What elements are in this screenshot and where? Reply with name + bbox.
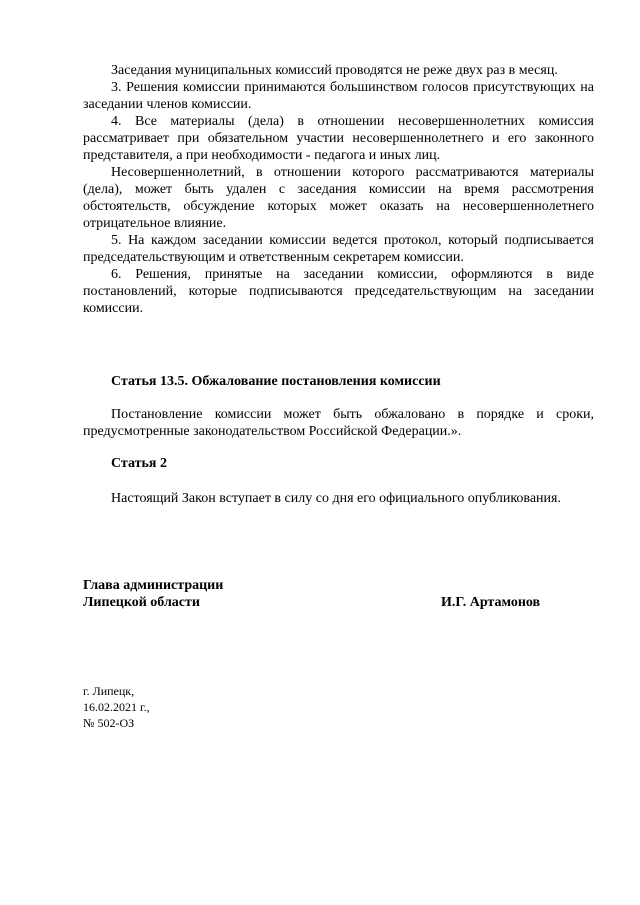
article-2-heading: Статья 2 <box>111 456 167 471</box>
paragraph-sessions: Заседания муниципальных комиссий проводятся не реже двух раз в месяц. <box>111 63 558 78</box>
article-13-5-body <box>83 406 594 440</box>
signature-title-line1: Глава администрации <box>83 578 224 593</box>
paragraph-item-6: 6. Решения, принятые на заседании комиссии, оформляются в виде постановлений, которые подписываются председательствующим на заседании комиссии. <box>83 267 594 316</box>
signature-title-line2: Липецкой области <box>83 595 200 610</box>
paragraph-item-3: 3. Решения комиссии принимаются большинством голосов присутствующих на заседании членов комиссии. <box>83 80 594 112</box>
article-13-5-text: Постановление комиссии может быть обжаловано в порядке и сроки, предусмотренные законодательством Российской Федерации.». <box>83 407 594 439</box>
signature-block <box>83 577 594 611</box>
article-13-5-heading: Статья 13.5. Обжалование постановления комиссии <box>111 374 441 389</box>
article-2-text: Настоящий Закон вступает в силу со дня его официального опубликования. <box>111 491 561 506</box>
paragraph-minor-removal: Несовершеннолетний, в отношении которого рассматриваются материалы (дела), может быть удален с заседания комиссии на время рассмотрения обстоятельств, обсуждение которых может оказать на несовершеннолетнего отрицательное влияние. <box>83 165 594 231</box>
footer-city: г. Липецк, <box>83 684 135 698</box>
footer-number: № 502-ОЗ <box>83 716 135 730</box>
top-paragraphs <box>83 62 594 317</box>
article-2-body <box>83 490 594 507</box>
document-footer <box>83 683 150 731</box>
footer-date: 16.02.2021 г., <box>83 700 150 714</box>
paragraph-item-5: 5. На каждом заседании комиссии ведется протокол, который подписывается председательствующим и ответственным секретарем комиссии. <box>83 233 594 265</box>
paragraph-item-4: 4. Все материалы (дела) в отношении несовершеннолетних комиссия рассматривает при обязательном участии несовершеннолетнего и его законного представителя, а при необходимости - педагога и иных лиц. <box>83 114 594 163</box>
signer-name: И.Г. Артамонов <box>441 595 541 610</box>
